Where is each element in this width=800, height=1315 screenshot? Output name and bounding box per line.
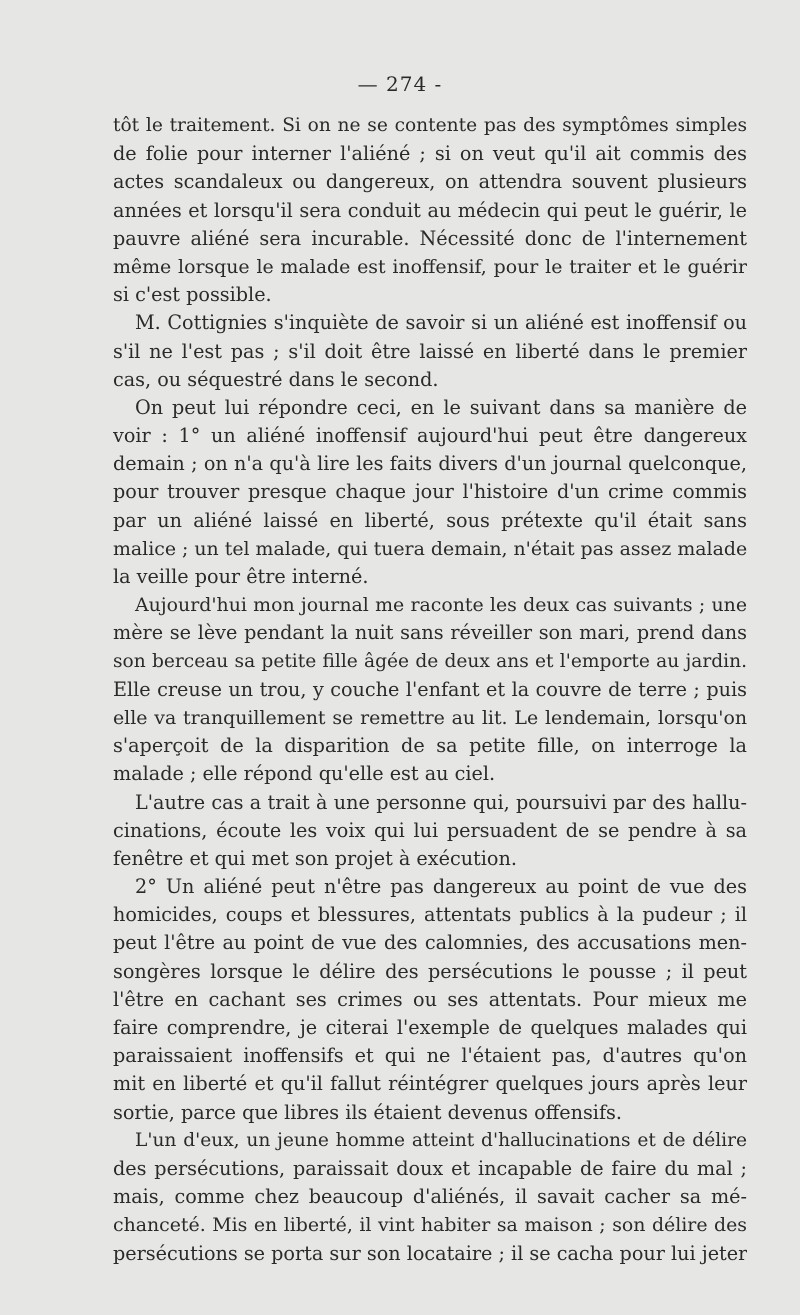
text-line: s'aperçoit de la disparition de sa petite fille, on interroge la [113, 734, 747, 758]
text-line: Aujourd'hui mon journal me raconte les deux cas suivants ; une [135, 594, 747, 617]
text-line: 2° Un aliéné peut n'être pas dangereux au point de vue des [135, 875, 747, 899]
text-line: mais, comme chez beaucoup d'aliénés, il savait cacher sa mé- [113, 1185, 747, 1209]
text-line: même lorsque le malade est inoffensif, pour le traiter et le guérir [113, 255, 747, 278]
text-line: demain ; on n'a qu'à lire les faits divers d'un journal quelconque, [113, 452, 747, 476]
text-line: son berceau sa petite fille âgée de deux ans et l'emporte au jardin. [113, 650, 747, 672]
text-line: malade ; elle répond qu'elle est au ciel. [113, 762, 496, 786]
text-line: tôt le traitement. Si on ne se contente pas des symptômes simples [113, 115, 747, 136]
text-line: M. Cottignies s'inquiète de savoir si un aliéné est inoffensif ou [135, 311, 747, 335]
text-line: chanceté. Mis en liberté, il vint habiter sa maison ; son délire des [113, 1214, 747, 1237]
text-line: l'être en cachant ses crimes ou ses attentats. Pour mieux me [113, 987, 747, 1011]
body-text [113, 112, 747, 1268]
text-line: mit en liberté et qu'il fallut réintégrer quelques jours après leur [113, 1072, 747, 1096]
text-line: mère se lève pendant la nuit sans réveiller son mari, prend dans [113, 621, 747, 645]
text-line: la veille pour être interné. [113, 565, 369, 588]
text-line: peut l'être au point de vue des calomnies, des accusations men- [113, 931, 747, 955]
text-line: sortie, parce que libres ils étaient devenus offensifs. [113, 1100, 622, 1124]
text-line: voir : 1° un aliéné inoffensif aujourd'hui peut être dangereux [113, 424, 747, 448]
text-line: cas, ou séquestré dans le second. [113, 367, 439, 391]
text-line: pauvre aliéné sera incurable. Nécessité donc de l'internement [113, 226, 747, 250]
text-line: pour trouver presque chaque jour l'histoire d'un crime commis [113, 480, 747, 504]
text-line: cinations, écoute les voix qui lui persuadent de se pendre à sa [113, 818, 747, 842]
text-line: homicides, coups et blessures, attentats publics à la pudeur ; il [113, 903, 747, 927]
text-line: L'un d'eux, un jeune homme atteint d'hallucinations et de délire [135, 1129, 747, 1151]
text-line: paraissaient inoffensifs et qui ne l'étaient pas, d'autres qu'on [113, 1044, 747, 1068]
text-line: elle va tranquillement se remettre au lit. Le lendemain, lorsqu'on [113, 706, 747, 729]
text-line: Elle creuse un trou, y couche l'enfant et la couvre de terre ; puis [113, 677, 747, 701]
text-line: actes scandaleux ou dangereux, on attendra souvent plusieurs [113, 170, 747, 194]
page-number: — 274 - [357, 72, 443, 96]
text-line: années et lorsqu'il sera conduit au médecin qui peut le guérir, le [113, 198, 747, 222]
text-line: On peut lui répondre ceci, en le suivant dans sa manière de [135, 395, 747, 419]
text-line: faire comprendre, je citerai l'exemple de quelques malades qui [113, 1016, 747, 1039]
text-line: de folie pour interner l'aliéné ; si on veut qu'il ait commis des [113, 142, 747, 166]
text-line: songères lorsque le délire des persécutions le pousse ; il peut [113, 959, 747, 983]
text-line: malice ; un tel malade, qui tuera demain, n'était pas assez malade [113, 537, 747, 560]
text-line: fenêtre et qui met son projet à exécution. [113, 846, 517, 870]
text-line: si c'est possible. [113, 283, 272, 307]
text-line: L'autre cas a trait à une personne qui, poursuivi par des hallu- [135, 790, 747, 814]
text-line: persécutions se porta sur son locataire ; il se cacha pour lui jeter [113, 1241, 747, 1265]
text-line: par un aliéné laissé en liberté, sous prétexte qu'il était sans [113, 508, 747, 532]
text-line: des persécutions, paraissait doux et incapable de faire du mal ; [113, 1156, 747, 1180]
text-line: s'il ne l'est pas ; s'il doit être laissé en liberté dans le premier [113, 339, 747, 363]
